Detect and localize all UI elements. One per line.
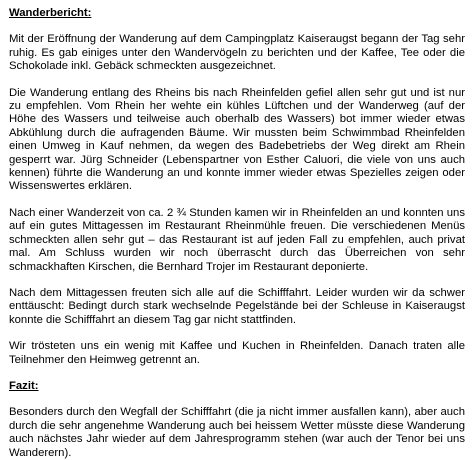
report-title: Wanderbericht: bbox=[9, 7, 92, 19]
paragraph-boat-trip: Nach dem Mittagessen freuten sich alle auf die Schifffahrt. Leider wurden wir da schwer enttäuscht: Bedingt durch stark wechselnde Pegelstände bei der Schleuse in Kaiseraugst konnte die Schifffahrt an diesem Tag gar nicht stattfinden. bbox=[9, 286, 465, 326]
paragraph-hike: Die Wanderung entlang des Rheins bis nach Rheinfelden gefiel allen sehr gut und ist nur zu empfehlen. Vom Rhein her wehte ein kühles Lüftchen und der Wanderweg (auf der Höhe des Wassers und teilweise auch oberhalb des Wassers) bot immer wieder etwas Abkühlung durch die aufragenden Bäume. Wir mussten beim Schwimmbad Rheinfelden einen Umweg in Kauf nehmen, da wegen des Badebetriebs der Weg direkt am Rhein gesperrt war. Jürg Schneider (Lebenspartner von Esther Caluori, die viele von uns auch kennen) führte die Wanderung an und konnte immer wieder etwas Spezielles zeigen oder Wissenswertes erklären. bbox=[9, 86, 465, 193]
fazit-heading: Fazit: bbox=[9, 379, 39, 392]
fazit-paragraph: Besonders durch den Wegfall der Schifffahrt (die ja nicht immer ausfallen kann), aber auch durch die sehr angenehme Wanderung auch bei heissem Wetter müsste diese Wanderung auch nächstes Jahr wieder auf dem Jahresprogramm stehen (war auch der Tenor bei uns Wanderern). bbox=[9, 406, 465, 459]
paragraph-return: Wir trösteten uns ein wenig mit Kaffee und Kuchen in Rheinfelden. Danach traten alle Teilnehmer den Heimweg getrennt an. bbox=[9, 340, 465, 366]
paragraph-lunch: Nach einer Wanderzeit von ca. 2 ¾ Stunden kamen wir in Rheinfelden an und konnten uns auf ein gutes Mittagessen im Restaurant Rheinmühle freuen. Die verschiedenen Menüs schmeckten allen sehr gut – das Restaurant ist auf jeden Fall zu empfehlen, auch privat mal. Am Schluss wurden wir noch überrascht durch das Überreichen von sehr schmackhaften Kirschen, die Bernhard Trojer im Restaurant deponierte. bbox=[9, 206, 465, 273]
paragraph-opening: Mit der Eröffnung der Wanderung auf dem Campingplatz Kaiseraugst begann der Tag sehr ruhig. Es gab einiges unter den Wandervögeln zu berichten und der Kaffee, Tee oder die Schokolade inkl. Gebäck schmeckten ausgezeichnet. bbox=[9, 33, 465, 73]
